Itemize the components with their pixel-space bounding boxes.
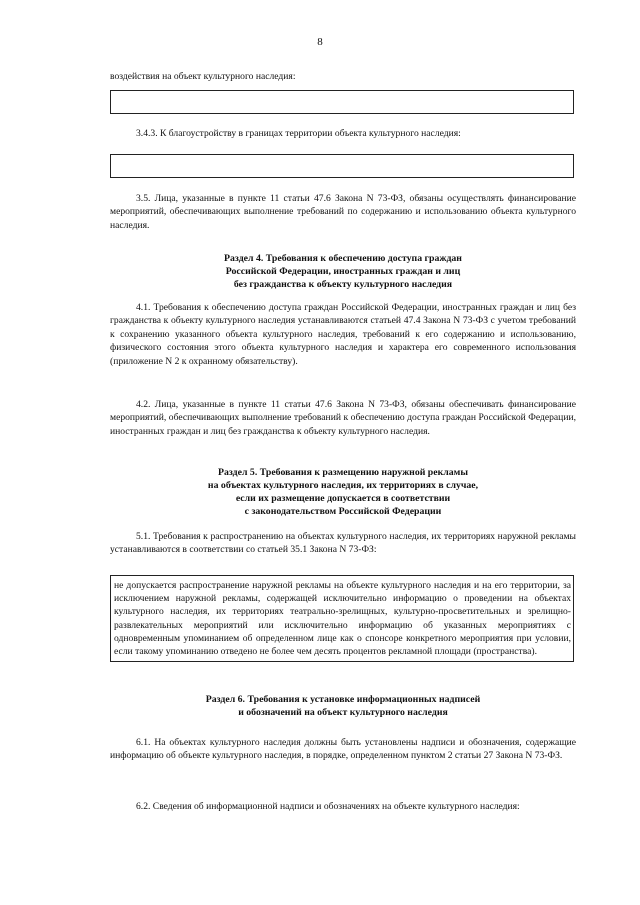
- section-4-title-line: Раздел 4. Требования к обеспечению доступа граждан: [224, 253, 462, 264]
- section-6-title: [110, 693, 576, 719]
- item-3-5: 3.5. Лица, указанные в пункте 11 статьи 47.6 Закона N 73-ФЗ, обязаны осуществлять финансирование мероприятий, обеспечивающих выполнение требований по содержанию и использованию объекта культурного наследия.: [110, 193, 576, 231]
- item-3-4-3: 3.4.3. К благоустройству в границах территории объекта культурного наследия:: [136, 128, 461, 139]
- section-4-title: [110, 252, 576, 291]
- page-number: 8: [317, 36, 323, 48]
- section-6-title-line: и обозначений на объект культурного наследия: [238, 707, 448, 718]
- section-6-title-line: Раздел 6. Требования к установке информационных надписей: [205, 694, 481, 705]
- section-5-title-line: на объектах культурного наследия, их территориях в случае,: [207, 480, 479, 491]
- paragraph-6-2: 6.2. Сведения об информационной надписи и обозначениях на объекте культурного наследия:: [136, 801, 520, 812]
- impact-line: воздействия на объект культурного наследия:: [110, 71, 296, 82]
- section-5-title-line: Раздел 5. Требования к размещению наружной рекламы: [218, 467, 468, 478]
- impact-input-box: [110, 90, 574, 114]
- section-4-title-line: без гражданства к объекту культурного наследия: [233, 279, 453, 290]
- section-4-title-line: Российской Федерации, иностранных граждан и лиц: [225, 266, 461, 277]
- section-5-title-line: с законодательством Российской Федерации: [244, 506, 442, 517]
- paragraph-4-1: 4.1. Требования к обеспечению доступа граждан Российской Федерации, иностранных граждан и лиц без гражданства к объекту культурного наследия устанавливаются статьей 47.4 Закона N 73-ФЗ с учетом требований к сохранению указанного объекта культурного наследия, требований к его содержанию и использованию, физического состояния этого объекта культурного наследия и характера его современного использования (приложение N 2 к охранному обязательству).: [110, 302, 576, 367]
- section-5-title-line: если их размещение допускается в соответствии: [235, 493, 451, 504]
- paragraph-5-1: 5.1. Требования к распространению на объектах культурного наследия, их территориях наружной рекламы устанавливаются в соответствии со статьей 35.1 Закона N 73-ФЗ:: [110, 531, 576, 556]
- section-5-title: [110, 466, 576, 518]
- advertising-requirements-box: не допускается распространение наружной рекламы на объекте культурного наследия и на его территории, за исключением наружной рекламы, содержащей исключительно информацию о проведении на объектах культурного наследия, их территориях театрально-зрелищных, культурно-просветительных и зрелищно-развлекательных мероприятий или исключительно информацию об указанных мероприятиях с одновременным упоминанием об определенном лице как о спонсоре конкретного мероприятия при условии, если такому упоминанию отведено не более чем десять процентов рекламной площади (пространства).: [110, 575, 574, 662]
- paragraph-4-2: 4.2. Лица, указанные в пункте 11 статьи 47.6 Закона N 73-ФЗ, обязаны обеспечивать финансирование мероприятий, обеспечивающих выполнение требований к обеспечению доступа граждан Российской Федерации, иностранных граждан и лиц без гражданства к объекту культурного наследия.: [110, 399, 576, 437]
- landscaping-input-box: [110, 154, 574, 178]
- paragraph-6-1: 6.1. На объектах культурного наследия должны быть установлены надписи и обозначения, содержащие информацию об объекте культурного наследия, в порядке, определенном пунктом 2 статьи 27 Закона N 73-ФЗ.: [110, 737, 576, 762]
